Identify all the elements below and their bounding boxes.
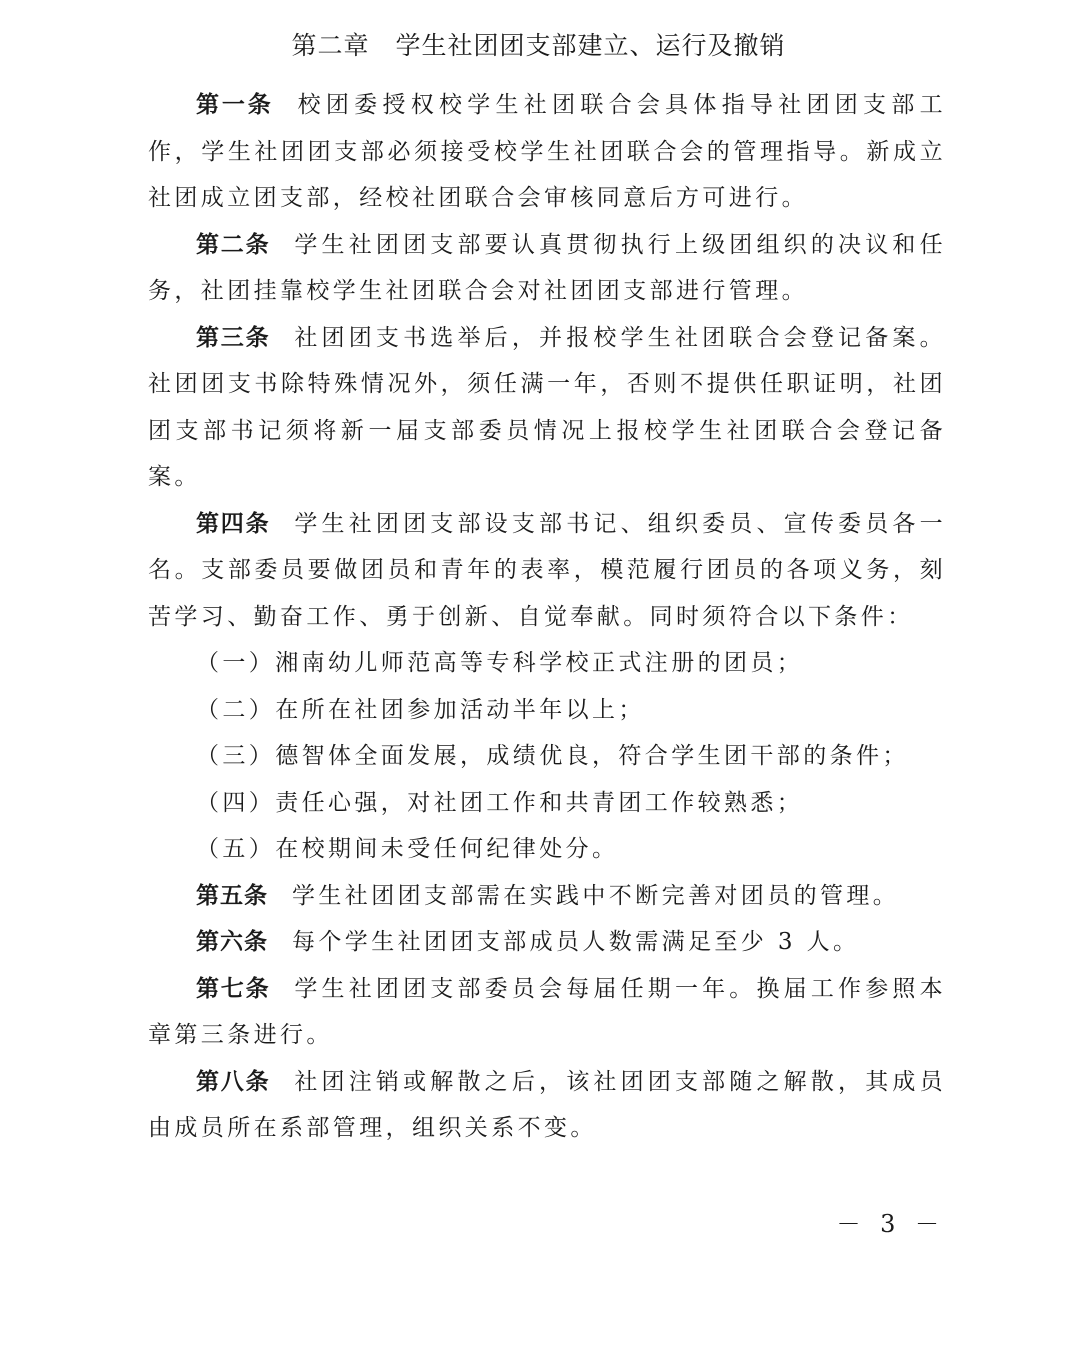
condition-item-3: （三）德智体全面发展，成绩优良，符合学生团干部的条件； [196, 743, 909, 769]
article-label: 第四条 [196, 510, 271, 537]
article-label: 第八条 [196, 1068, 271, 1095]
article-label: 第五条 [196, 882, 268, 909]
page-number: － 3 － [836, 1210, 945, 1238]
article-8 [148, 1059, 946, 1152]
article-label: 第二条 [196, 231, 271, 258]
article-3 [148, 315, 946, 501]
article-1 [148, 82, 946, 222]
document-body [148, 82, 946, 1152]
condition-item-5: （五）在校期间未受任何纪律处分。 [196, 836, 619, 862]
article-4 [148, 501, 946, 641]
condition-item-2: （二）在所在社团参加活动半年以上； [196, 696, 645, 723]
chapter-title: 第二章 学生社团团支部建立、运行及撤销 [291, 31, 786, 60]
article-7 [148, 966, 946, 1059]
article-label: 第七条 [196, 975, 271, 1002]
article-text: 学生社团团支部委员会每届任期一年。换届工作参照本章第三条进行。 [148, 975, 946, 1048]
article-text: 校团委授权校学生社团联合会具体指导社团团支部工作，学生社团团支部必须接受校学生社团联合会的管理指导。新成立社团成立团支部，经校社团联合会审核同意后方可进行。 [148, 92, 947, 211]
article-2 [148, 222, 946, 315]
article-text: 学生社团团支部需在实践中不断完善对团员的管理。 [292, 882, 900, 909]
article-label: 第六条 [196, 929, 268, 955]
article-text: 学生社团团支部要认真贯彻执行上级团组织的决议和任务，社团挂靠校学生社团联合会对社团团支部进行管理。 [148, 231, 946, 304]
article-text: 社团注销或解散之后，该社团团支部随之解散，其成员由成员所在系部管理，组织关系不变。 [148, 1068, 946, 1141]
article-6 [148, 919, 946, 966]
condition-item-1: （一）湘南幼儿师范高等专科学校正式注册的团员； [196, 650, 804, 676]
article-text: 社团团支书选举后，并报校学生社团联合会登记备案。社团团支书除特殊情况外，须任满一年，否则不提供任职证明，社团团支部书记须将新一届支部委员情况上报校学生社团联合会登记备案。 [148, 324, 946, 490]
article-5 [148, 873, 946, 920]
article-text: 每个学生社团团支部成员人数需满足至少 3 人。 [292, 929, 860, 955]
article-label: 第三条 [196, 324, 271, 351]
article-text: 学生社团团支部设支部书记、组织委员、宣传委员各一名。支部委员要做团员和青年的表率，模范履行团员的各项义务，刻苦学习、勤奋工作、勇于创新、自觉奉献。同时须符合以下条件： [148, 510, 946, 630]
article-label: 第一条 [196, 92, 274, 118]
condition-item-4: （四）责任心强，对社团工作和共青团工作较熟悉； [196, 789, 804, 816]
